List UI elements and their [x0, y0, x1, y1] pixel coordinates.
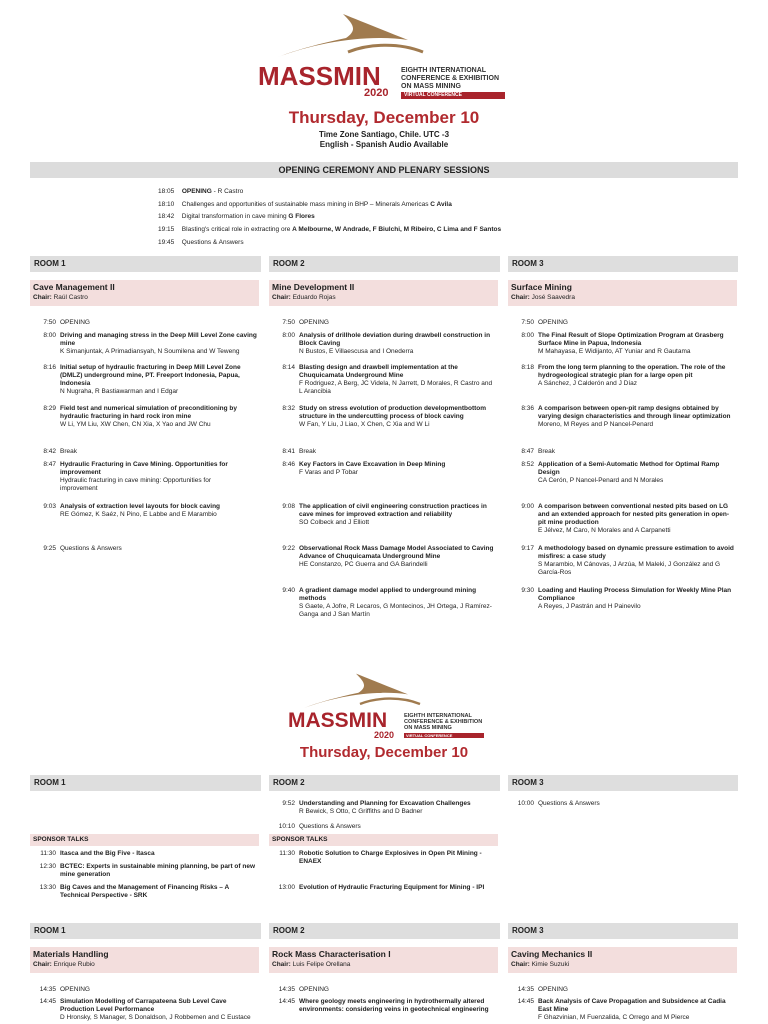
logo-line-1: EIGHTH INTERNATIONAL	[404, 713, 472, 719]
paper-title: Study on stress evolution of production developmentbottom structure in the undercutting process of block caving	[299, 405, 487, 420]
paper-title: Where geology meets engineering in hydrothermally altered environments: considering veins in geotechnical engineering	[299, 998, 489, 1013]
plenary-text: Challenges and opportunities of sustainable mass mining in BHP – Minerals Americas	[180, 201, 431, 208]
page-2-title: Thursday, December 10	[299, 744, 469, 761]
logo-line-3: ON MASS MINING	[401, 83, 461, 90]
paper-title: Big Caves and the Management of Financing Risks – A Technical Perspective - SRK	[60, 884, 229, 899]
paper-authors: Questions & Answers	[538, 800, 600, 807]
paper-title: Field test and numerical simulation of preconditioning by hydraulic fracturing in hard rock iron mine	[60, 405, 237, 420]
entry-body	[299, 332, 497, 356]
logo-line-1: EIGHTH INTERNATIONAL	[401, 67, 487, 74]
massmin-logo-2	[288, 672, 488, 744]
entry-body	[60, 545, 258, 553]
logo-year: 2020	[364, 87, 389, 99]
plenary-band: OPENING CEREMONY AND PLENARY SESSIONS	[30, 162, 738, 178]
entry-body	[299, 850, 497, 866]
paper-authors: OPENING	[538, 986, 568, 993]
paper-authors: S Marambio, M Cánovas, J Arzúa, M Maleki, J González and G	[538, 561, 721, 568]
entry-time: 8:29	[43, 405, 56, 412]
entry-time: 7:50	[521, 319, 534, 326]
entry-body	[538, 986, 736, 994]
entry-time: 14:45	[517, 998, 534, 1005]
entry-body	[538, 545, 736, 577]
session-title: Surface Mining	[511, 282, 572, 292]
session-title: Rock Mass Characterisation I	[272, 949, 391, 959]
plenary-speaker: C Avila	[430, 201, 452, 208]
paper-authors: A Sánchez, J Calderón and J Díaz	[538, 380, 638, 387]
entry-body	[538, 448, 736, 456]
paper-title: The application of civil engineering construction practices in cave mines for improved extraction and reliability	[299, 503, 487, 518]
paper-authors: F Varas and P Tobar	[299, 469, 358, 476]
audio-note: English - Spanish Audio Available	[319, 140, 449, 149]
paper-title: Analysis of extraction level layouts for block caving	[60, 503, 221, 510]
entry-body	[299, 998, 497, 1014]
paper-authors: OPENING	[60, 986, 90, 993]
entry-body	[538, 405, 736, 429]
entry-body	[538, 503, 736, 535]
paper-title: Analysis of drillhole deviation during drawbell construction in Block Caving	[299, 332, 491, 347]
entry-body	[299, 364, 497, 396]
entry-body	[60, 364, 258, 396]
session-title: Materials Handling	[33, 949, 109, 959]
entry-body	[538, 319, 736, 327]
entry-time: 8:00	[282, 332, 295, 339]
paper-title: Observational Rock Mass Damage Model Associated to Caving Advance of Chuquicamata Underground Mine	[299, 545, 494, 560]
plenary-item	[158, 239, 718, 247]
logo-line-2: CONFERENCE & EXHIBITION	[401, 75, 500, 82]
paper-title: Key Factors in Cave Excavation in Deep Mining	[299, 461, 446, 468]
session-rock-mass	[269, 947, 498, 973]
entry-body	[60, 332, 258, 356]
entry-body	[299, 461, 497, 477]
paper-title: Blasting design and drawbell implementation at the Chuquicamata Underground Mine	[299, 364, 458, 379]
entry-time: 9:08	[282, 503, 295, 510]
entry-time: 14:45	[39, 998, 56, 1005]
paper-title: BCTEC: Experts in sustainable mining planning, be part of new mine generation	[60, 863, 256, 878]
entry-time: 14:45	[278, 998, 295, 1005]
entry-time: 7:50	[282, 319, 295, 326]
entry-time: 14:35	[517, 986, 534, 993]
paper-authors: Break	[299, 448, 316, 455]
entry-body	[60, 448, 258, 456]
plenary-speaker: OPENING	[181, 188, 212, 195]
entry-body	[60, 405, 258, 429]
paper-authors: OPENING	[299, 319, 329, 326]
plenary-item	[158, 213, 718, 221]
entry-body	[299, 800, 497, 816]
entry-body	[60, 884, 258, 900]
paper-authors: F Rodriguez, A Berg, JC Videla, N Jarrett, D Morales, R Castro and	[299, 380, 493, 387]
entry-body	[299, 319, 497, 327]
room-1-header: ROOM 1	[30, 256, 261, 272]
session-chair: Chair: Luis Felipe Orellana	[272, 961, 351, 968]
entry-body	[299, 884, 497, 892]
paper-title: Initial setup of hydraulic fracturing in Deep Mill Level Zone (DMLZ) underground mine, PT. Freeport Indonesia, Papua, Indonesia	[60, 364, 241, 387]
paper-title: A methodology based on dynamic pressure estimation to avoid misfires: a case study	[538, 545, 734, 560]
sponsor-talks-label-2: SPONSOR TALKS	[269, 834, 498, 846]
entry-body	[538, 332, 736, 356]
entry-time: 7:50	[43, 319, 56, 326]
paper-authors: L Arancibia	[299, 388, 331, 395]
paper-title: The Final Result of Slope Optimization Program at Grasberg Surface Mine in Papua, Indonesia	[538, 332, 724, 347]
paper-authors: Hydraulic fracturing in cave mining: Opportunities for	[60, 477, 212, 484]
plenary-speaker-tail: - R Castro	[211, 188, 244, 195]
entry-time: 12:30	[39, 863, 56, 870]
plenary-time: 19:15	[158, 226, 175, 233]
session-title: Cave Management II	[33, 282, 115, 292]
paper-title: A comparison between conventional nested pits based on LG and an extended approach for nested pits generation in open-pit mine production	[538, 503, 730, 526]
session-title: Caving Mechanics II	[511, 949, 593, 959]
paper-authors: OPENING	[538, 319, 568, 326]
session-chair: Chair: José Saavedra	[511, 294, 575, 301]
entry-time: 13:30	[39, 884, 56, 891]
entry-body	[299, 405, 497, 429]
room-2-header-2: ROOM 2	[269, 775, 500, 791]
entry-body	[299, 545, 497, 569]
entry-time: 8:46	[282, 461, 295, 468]
paper-title: Itasca and the Big Five - Itasca	[60, 850, 155, 857]
plenary-item	[158, 226, 718, 234]
entry-time: 9:22	[282, 545, 295, 552]
paper-title: A gradient damage model applied to underground mining methods	[299, 587, 477, 602]
paper-title: Evolution of Hydraulic Fracturing Equipment for Mining - IPI	[299, 884, 485, 891]
plenary-text: Questions & Answers	[180, 239, 244, 246]
paper-authors: OPENING	[299, 986, 329, 993]
entry-time: 8:00	[43, 332, 56, 339]
entry-time: 8:47	[521, 448, 534, 455]
entry-time: 10:10	[278, 823, 295, 830]
session-cave-management	[30, 280, 259, 306]
room-2-header-3: ROOM 2	[269, 923, 500, 939]
paper-authors: A Reyes, J Pastrán and H Painevilo	[538, 603, 641, 610]
entry-body	[538, 364, 736, 388]
plenary-time: 18:42	[158, 213, 175, 220]
entry-time: 8:36	[521, 405, 534, 412]
entry-time: 9:03	[43, 503, 56, 510]
room-1-header-3: ROOM 1	[30, 923, 261, 939]
entry-body	[60, 986, 258, 994]
session-chair: Chair: Raúl Castro	[33, 294, 88, 301]
paper-authors: Questions & Answers	[299, 823, 361, 830]
paper-authors: CA Cerón, P Nancel-Penard and N Morales	[538, 477, 664, 484]
entry-time: 8:42	[43, 448, 56, 455]
entry-time: 9:52	[282, 800, 295, 807]
session-surface-mining	[508, 280, 737, 306]
entry-time: 8:18	[521, 364, 534, 371]
entry-time: 8:00	[521, 332, 534, 339]
entry-time: 10:00	[517, 800, 534, 807]
entry-body	[60, 319, 258, 327]
entry-body	[60, 863, 258, 879]
paper-authors: W Fan, Y Liu, J Liao, X Chen, C Xia and W Li	[299, 421, 430, 428]
entry-time: 11:30	[279, 850, 295, 857]
paper-authors: N Nugraha, R Bastiawarman and I Edgar	[60, 388, 179, 395]
paper-title: Application of a Semi-Automatic Method for Optimal Ramp Design	[538, 461, 720, 476]
paper-title: Hydraulic Fracturing in Cave Mining. Opportunities for improvement	[60, 461, 228, 476]
entry-time: 8:32	[282, 405, 295, 412]
room-3-header: ROOM 3	[508, 256, 738, 272]
entry-body	[299, 503, 497, 527]
logo-line-3: ON MASS MINING	[404, 725, 452, 731]
paper-title: From the long term planning to the operation. The role of the hydrogeological strategic plan for a large open pit	[538, 364, 726, 379]
paper-authors: Break	[60, 448, 77, 455]
paper-authors: RE Gómez, K Saéz, N Pino, E Labbe and E Marambio	[60, 511, 217, 518]
logo-line-2: CONFERENCE & EXHIBITION	[404, 719, 483, 725]
paper-authors: Questions & Answers	[60, 545, 122, 552]
entry-body	[538, 587, 736, 611]
entry-body	[538, 461, 736, 485]
entry-time: 9:40	[282, 587, 295, 594]
entry-body	[60, 461, 258, 493]
plenary-item	[158, 188, 718, 196]
virtual-badge: VIRTUAL CONFERENCE	[401, 92, 505, 99]
session-chair: Chair: Eduardo Rojas	[272, 294, 336, 301]
paper-title: A comparison between open-pit ramp designs obtained by varying design characteristics and through linear optimization	[538, 405, 731, 420]
paper-authors: F Ghazvinian, M Fuenzalida, C Orrego and M Pierce	[538, 1014, 690, 1021]
entry-body	[60, 850, 258, 858]
room-3-header-2: ROOM 3	[508, 775, 738, 791]
plenary-text: Blasting's critical role in extracting ore	[180, 226, 293, 233]
entry-body	[538, 800, 736, 808]
session-caving-mechanics	[508, 947, 737, 973]
paper-authors: García-Ros	[538, 569, 572, 576]
entry-time: 9:17	[521, 545, 534, 552]
entry-time: 14:35	[278, 986, 295, 993]
entry-body	[60, 998, 258, 1022]
paper-title: Driving and managing stress in the Deep Mill Level Zone caving mine	[60, 332, 257, 347]
paper-title: Simulation Modelling of Carrapateena Sub Level Cave Production Level Performance	[60, 998, 227, 1013]
plenary-text: Digital transformation in cave mining	[180, 213, 289, 220]
paper-authors: K Simanjuntak, A Primadiansyah, N Soumilena and W Teweng	[60, 348, 240, 355]
page-title: Thursday, December 10	[288, 108, 480, 127]
entry-time: 13:00	[278, 884, 295, 891]
entry-time: 8:52	[521, 461, 534, 468]
paper-title: Loading and Hauling Process Simulation for Weekly Mine Plan Compliance	[538, 587, 732, 602]
paper-authors: Moreno, M Reyes and P Nancel-Penard	[538, 421, 654, 428]
logo-text: MASSMIN	[288, 709, 388, 732]
entry-time: 11:30	[40, 850, 56, 857]
paper-authors: Ganga and J San Martín	[299, 611, 370, 618]
entry-body	[538, 998, 736, 1022]
paper-authors: S Gaete, A Jofre, R Lecaros, G Montecinos, JH Ortega, J Ramírez-	[299, 603, 492, 610]
paper-title: Understanding and Planning for Excavation Challenges	[299, 800, 471, 807]
logo-text: MASSMIN	[258, 61, 381, 91]
entry-body	[299, 986, 497, 994]
room-1-header-2: ROOM 1	[30, 775, 261, 791]
paper-title: Robotic Solution to Charge Explosives in Open Pit Mining - ENAEX	[299, 850, 482, 865]
session-materials-handling	[30, 947, 259, 973]
paper-authors: M Mahayasa, E Widijanto, AT Yuniar and R Gautama	[538, 348, 691, 355]
paper-authors: Break	[538, 448, 555, 455]
entry-body	[299, 448, 497, 456]
paper-title: Back Analysis of Cave Propagation and Subsidence at Cadia East Mine	[538, 998, 726, 1013]
plenary-speaker: G Flores	[288, 213, 315, 220]
paper-authors: SO Colbeck and J Elliott	[299, 519, 370, 526]
paper-authors: HE Constanzo, PC Guerra and GA Barindelli	[299, 561, 428, 568]
entry-time: 9:30	[521, 587, 534, 594]
plenary-item	[158, 201, 718, 209]
paper-authors: E Jélvez, M Caro, N Morales and A Carpanetti	[538, 527, 671, 534]
entry-body	[299, 587, 497, 619]
session-title: Mine Development II	[272, 282, 355, 292]
paper-authors: R Bewick, S Otto, C Griffiths and D Badner	[299, 808, 423, 815]
paper-authors: W Li, YM Liu, XW Chen, CN Xia, X Yao and JW Chu	[60, 421, 211, 428]
entry-time: 8:41	[282, 448, 295, 455]
paper-authors: N Bustos, E Villaescusa and I Onederra	[299, 348, 414, 355]
session-chair: Chair: Kimie Suzuki	[511, 961, 570, 968]
entry-time: 8:47	[43, 461, 56, 468]
paper-authors: OPENING	[60, 319, 90, 326]
plenary-speaker: A Melbourne, W Andrade, F Biulchi, M Ribeiro, C Lima and F Santos	[292, 226, 502, 233]
entry-body	[299, 823, 497, 831]
massmin-logo	[258, 12, 508, 102]
timezone-note: Time Zone Santiago, Chile. UTC -3	[318, 130, 450, 139]
paper-authors: D Hronsky, S Manager, S Donaldson, J Robbemen and C Eustace	[60, 1014, 251, 1021]
entry-time: 9:25	[43, 545, 56, 552]
entry-time: 8:16	[43, 364, 56, 371]
paper-authors: improvement	[60, 485, 98, 492]
room-3-header-3: ROOM 3	[508, 923, 738, 939]
virtual-badge: VIRTUAL CONFERENCE	[404, 733, 484, 738]
room-2-header: ROOM 2	[269, 256, 500, 272]
entry-body	[60, 503, 258, 519]
logo-year: 2020	[374, 730, 395, 740]
session-chair: Chair: Enrique Rubio	[33, 961, 95, 968]
plenary-time: 18:05	[158, 188, 175, 195]
sponsor-talks-label-1: SPONSOR TALKS	[30, 834, 259, 846]
entry-time: 14:35	[39, 986, 56, 993]
plenary-time: 18:10	[158, 201, 175, 208]
entry-time: 9:00	[521, 503, 534, 510]
plenary-time: 19:45	[158, 239, 175, 246]
session-mine-development	[269, 280, 498, 306]
entry-time: 8:14	[282, 364, 295, 371]
